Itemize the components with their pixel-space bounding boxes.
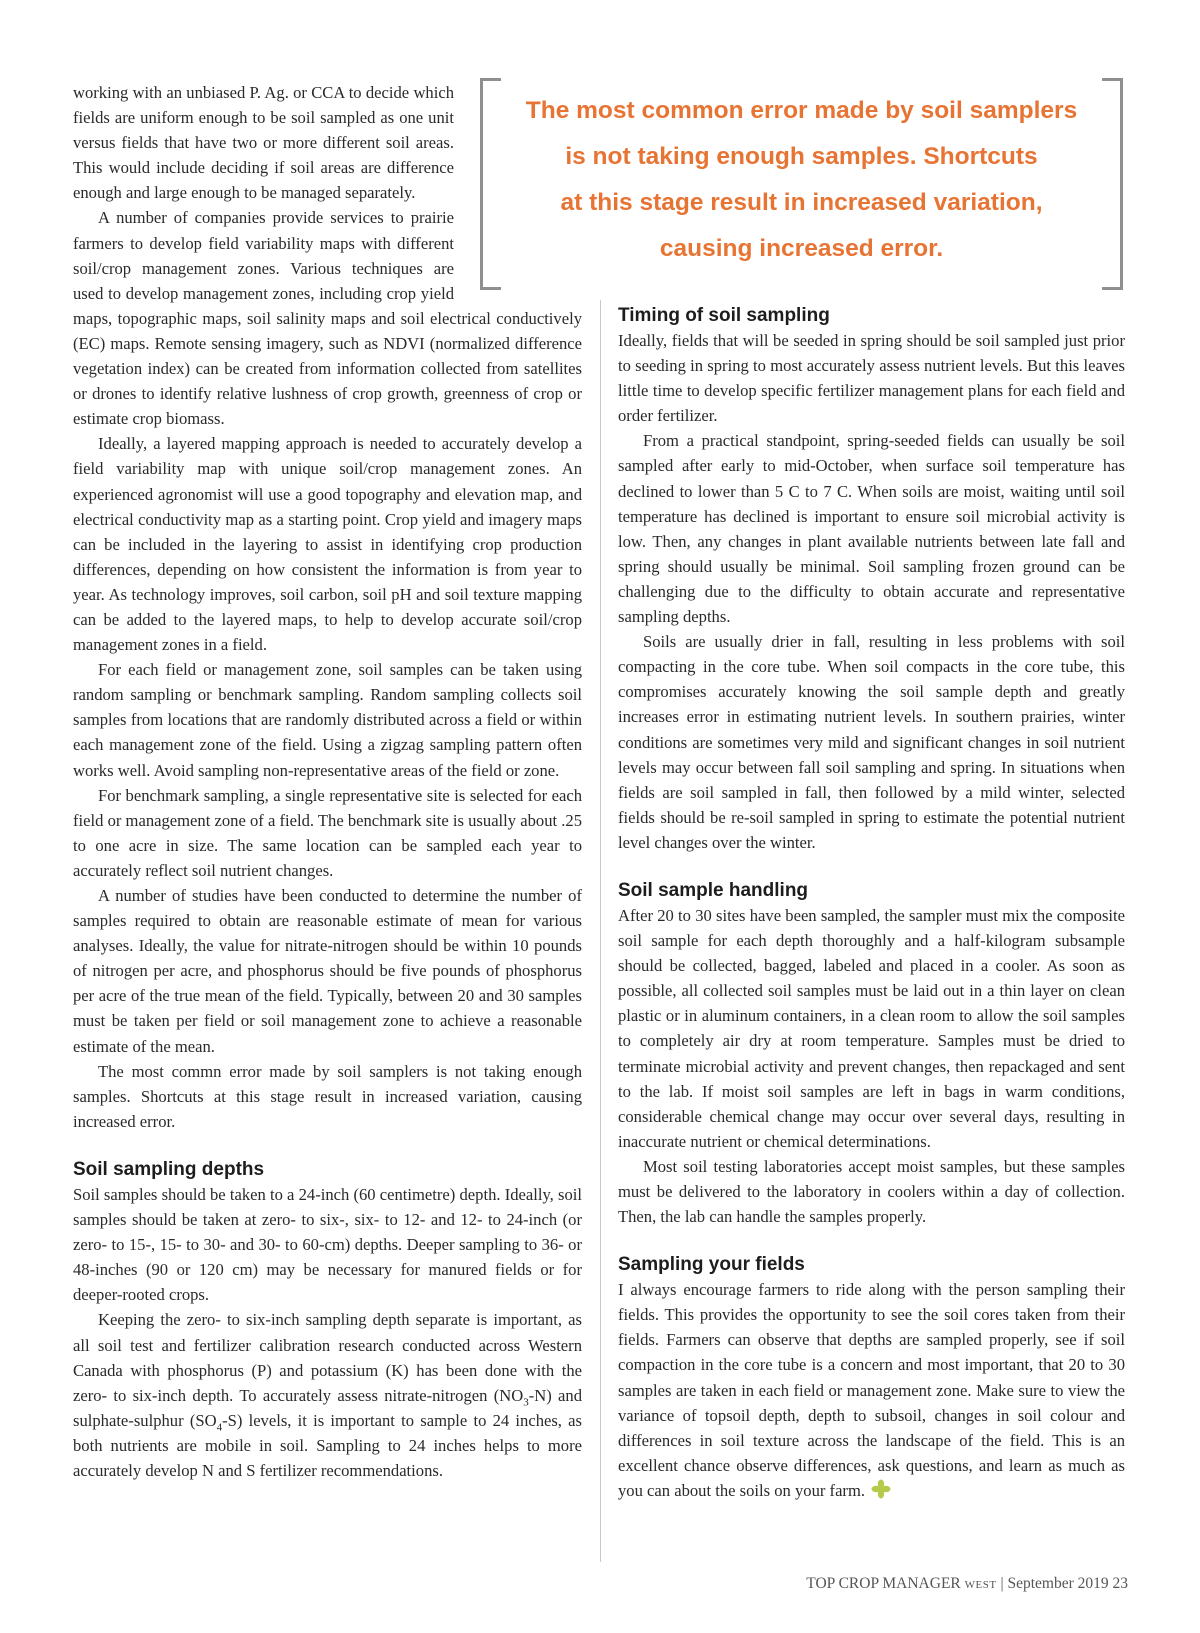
leaf-end-icon xyxy=(871,1479,891,1506)
left-column xyxy=(73,80,582,1483)
right-paragraph-2: From a practical standpoint, spring-seeded fields can usually be soil sampled after early to mid-October, when surface soil temperature has declined to lower than 5 C to 7 C. When soils are moist, waiting until soil temperature has declined is important to ensure soil microbial activity is low. Then, any changes in plant available nutrients between late fall and spring should usually be minimal. Soil sampling frozen ground can be challenging due to the difficulty to obtain accurate and representative sampling depths. xyxy=(618,431,1125,627)
column-divider xyxy=(600,300,601,1562)
right-column xyxy=(618,303,1125,1506)
footer-magazine: TOP CROP MANAGER xyxy=(806,1575,961,1592)
heading-soil-sampling-depths: Soil sampling depths xyxy=(73,1158,265,1180)
right-paragraph-1: Ideally, fields that will be seeded in spring should be soil sampled just prior to seeding in spring to most accurately assess nutrient levels. But this leaves little time to develop specific fertilizer management plans for each field and order fertilizer. xyxy=(618,331,1125,426)
left-paragraph-3: Ideally, a layered mapping approach is needed to accurately develop a field variability map with unique soil/crop management zones. An experienced agronomist will use a good topography and elevation map, and electrical conductivity map as a starting point. Crop yield and imagery maps can be included in the layering to assist in identifying crop production differences, depending on how consistent the information is from year to year. As technology improves, soil carbon, soil pH and soil texture mapping can be added to the layered maps, to help to develop accurate soil/crop management zones in a field. xyxy=(73,434,582,655)
pull-quote-wrap-space xyxy=(454,80,582,291)
footer-page-number: 23 xyxy=(1112,1575,1128,1592)
pull-quote-line: The most common error made by soil samplers xyxy=(525,97,1078,124)
right-paragraph-6-text: I always encourage farmers to ride along with the person sampling their fields. This provides the opportunity to see the soil cores taken from their fields. Farmers can observe that depths are sampled properly, see if soil compaction in the core tube is a concern and most important, that 20 to 30 samples are taken in each field or management zone. Make sure to view the variance of topsoil depth, depth to subsoil, changes in soil colour and differences in soil texture across the landscape of the field. This is an excellent chance observe differences, ask questions, and learn as much as you can about the soils on your farm. xyxy=(618,1280,1125,1500)
subscript-3: 3 xyxy=(523,1396,529,1408)
heading-sampling-your-fields: Sampling your fields xyxy=(618,1254,805,1276)
footer-separator: | xyxy=(1000,1575,1004,1592)
left-paragraph-5: For benchmark sampling, a single representative site is selected for each field or management zone of a field. The benchmark site is usually about .25 to one acre in size. The same location can be sampled each year to accurately reflect soil nutrient changes. xyxy=(73,785,582,880)
pull-quote-text xyxy=(506,88,1097,272)
left-paragraph-7: The most commn error made by soil samplers is not taking enough samples. Shortcuts at this stage result in increased variation, causing increased error. xyxy=(73,1061,582,1131)
right-paragraph-6 xyxy=(618,1277,1125,1506)
right-paragraph-5: Most soil testing laboratories accept moist samples, but these samples must be delivered to the laboratory in coolers within a day of collection. Then, the lab can handle the samples properly. xyxy=(618,1156,1125,1227)
left-paragraph-1: working with an unbiased P. Ag. or CCA to decide which fields are uniform enough to be soil sampled as one unit versus fields that have two or more different soil areas. This would include deciding if soil areas are difference enough and large enough to be managed separately. xyxy=(73,83,454,203)
left-paragraph-9-part-b: -N) and sulphate-sulphur (SO xyxy=(73,1385,582,1430)
left-paragraph-4: For each field or management zone, soil samples can be taken using random sampling or benchmark sampling. Random sampling collects soil samples from locations that are randomly distributed across a field or within each management zone of the field. Using a zigzag sampling pattern often works well. Avoid sampling non-representative areas of the field or zone. xyxy=(73,660,582,780)
pull-quote-line: causing increased error. xyxy=(659,235,944,262)
heading-soil-sample-handling: Soil sample handling xyxy=(618,879,809,901)
page-footer xyxy=(806,1575,1128,1593)
footer-issue: September 2019 xyxy=(1007,1575,1109,1592)
right-paragraph-4: After 20 to 30 sites have been sampled, the sampler must mix the composite soil sample for each depth thoroughly and a half-kilogram subsample should be collected, bagged, labeled and placed in a cooler. As soon as possible, all collected soil samples must be laid out in a thin layer on clean plastic or in aluminum containers, in a clean room to allow the soil samples to completely air dry at room temperature. Samples must be dried to terminate microbial activity and prevent changes, then repackaged and sent to the lab. If moist soil samples are left in bags in warm conditions, considerable chemical change may occur over several days, resulting in inaccurate nutrient or chemical determinations. xyxy=(618,905,1125,1151)
heading-timing-of-soil-sampling: Timing of soil sampling xyxy=(618,305,830,326)
footer-edition: WEST xyxy=(964,1579,997,1591)
pull-quote-bracket-right xyxy=(1102,78,1123,290)
subscript-4: 4 xyxy=(216,1421,223,1434)
pull-quote-line: at this stage result in increased variation, xyxy=(560,189,1043,216)
left-paragraph-9 xyxy=(73,1307,582,1483)
left-paragraph-9-part-a: Keeping the zero- to six-inch sampling depth separate is important, as all soil test and fertilizer calibration research conducted across Western Canada with phosphorus (P) and potassium (K) has been done with the zero- to six-inch depth. To accurately assess nitrate-nitrogen (NO xyxy=(73,1310,582,1405)
pull-quote-line: is not taking enough samples. Shortcuts xyxy=(565,143,1038,170)
left-paragraph-6: A number of studies have been conducted to determine the number of samples required to obtain are reasonable estimate of mean for various analyses. Ideally, the value for nitrate-nitrogen should be within 10 pounds of nitrogen per acre, and phosphorus should be five pounds of phosphorus per acre of the true mean of the field. Typically, between 20 and 30 samples must be taken per field or soil management zone to achieve a reasonable estimate of the mean. xyxy=(73,886,582,1056)
right-paragraph-3: Soils are usually drier in fall, resulting in less problems with soil compacting in the core tube. When soil compacts in the core tube, this compromises accurately knowing the soil sample depth and greatly increases error in estimating nutrient levels. In southern prairies, winter conditions are sometimes very mild and significant changes in soil nutrient levels may occur between fall soil sampling and spring. In situations when fields are soil sampled in fall, then followed by a mild winter, selected fields should be re-soil sampled in spring to estimate the potential nutrient level changes over the winter. xyxy=(618,632,1125,852)
left-paragraph-2: A number of companies provide services to prairie farmers to develop field variability maps with different soil/crop management zones. Various techniques are used to develop management zones, including crop yield maps, topographic maps, soil salinity maps and soil electrical conductively (EC) maps. Remote sensing imagery, such as NDVI (normalized difference vegetation index) can be created from information collected from satellites or drones to identify relative lushness of crop growth, greenness of crop or estimate crop biomass. xyxy=(73,208,582,429)
left-paragraph-8: Soil samples should be taken to a 24-inch (60 centimetre) depth. Ideally, soil samples should be taken at zero- to six-, six- to 12- and 12- to 24-inch (or zero- to 15-, 15- to 30- and 30- to 60-cm) depths. Deeper sampling to 36- or 48-inches (90 or 120 cm) may be necessary for manured fields or for deeper-rooted crops. xyxy=(73,1184,582,1305)
left-paragraph-9-part-c: -S) levels, it is important to sample to 24 inches, as both nutrients are mobile in soil. Sampling to 24 inches helps to more accurately develop N and S fertilizer recommendations. xyxy=(73,1410,583,1480)
